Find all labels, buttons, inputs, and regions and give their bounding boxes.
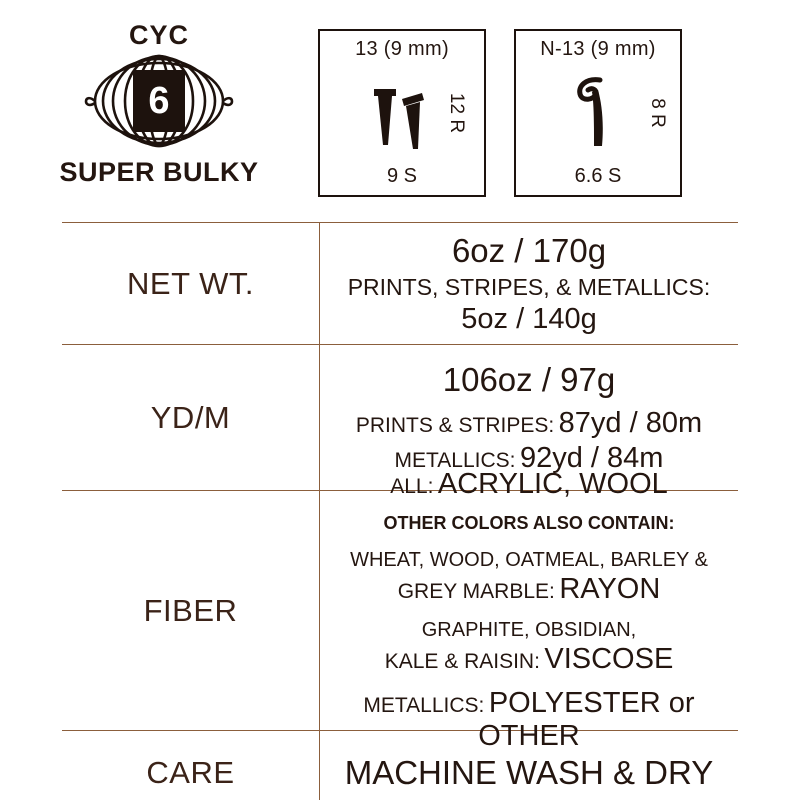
row-value-fiber xyxy=(320,468,738,752)
fiber-group1-colors-cont: GREY MARBLE: xyxy=(397,579,555,603)
needle-rows-label: 12 R xyxy=(445,92,467,134)
row-value-care xyxy=(320,731,738,800)
row-label-fiber: FIBER xyxy=(62,491,320,730)
hook-stitches-label: 6.6 S xyxy=(574,165,622,187)
yd-m-prints-label: PRINTS & STRIPES: xyxy=(355,414,555,438)
spec-table xyxy=(62,222,738,800)
fiber-group2-fiber: VISCOSE xyxy=(544,642,674,675)
table-row-net-wt xyxy=(62,222,738,344)
crochet-hook-gauge-box xyxy=(514,29,682,197)
row-value-net-wt xyxy=(320,223,738,344)
fiber-group1-fiber: RAYON xyxy=(559,572,661,605)
fiber-metallics-label: METALLICS: xyxy=(363,693,485,717)
hook-size-label: N-13 (9 mm) xyxy=(540,38,656,60)
needle-size-label: 13 (9 mm) xyxy=(355,38,449,60)
knitting-needles-icon xyxy=(366,75,438,158)
yd-m-prints-value: 87yd / 80m xyxy=(558,407,703,440)
fiber-group2-colors: GRAPHITE, OBSIDIAN, xyxy=(421,618,637,641)
table-row-care xyxy=(62,730,738,800)
gauge-boxes xyxy=(318,0,682,197)
fiber-other-heading: OTHER COLORS ALSO CONTAIN: xyxy=(383,513,675,534)
cyc-symbol-block xyxy=(0,0,318,188)
cyc-org-label: CYC xyxy=(128,20,189,50)
fiber-group1-colors: WHEAT, WOOD, OATMEAL, BARLEY & xyxy=(350,548,708,571)
yd-m-metallics-value: 92yd / 84m xyxy=(519,442,664,475)
yarn-skein-icon xyxy=(73,53,245,149)
care-value: MACHINE WASH & DRY xyxy=(344,753,714,791)
fiber-group2-colors-cont: KALE & RAISIN: xyxy=(384,649,540,673)
cyc-weight-number: 6 xyxy=(133,70,185,132)
knitting-needle-gauge-box xyxy=(318,29,486,197)
yd-m-metallics-label: METALLICS: xyxy=(394,449,516,473)
row-label-net-wt: NET WT. xyxy=(62,223,320,344)
needle-stitches-label: 9 S xyxy=(386,165,418,187)
crochet-hook-icon xyxy=(570,74,626,159)
row-label-care: CARE xyxy=(62,731,320,800)
fiber-all-value: ACRYLIC, WOOL xyxy=(437,468,668,501)
fiber-all-label: ALL: xyxy=(390,475,434,499)
row-label-yd-m: YD/M xyxy=(62,345,320,490)
cyc-weight-name: SUPER BULKY xyxy=(59,157,259,187)
fiber-metallics-value: POLYESTER or OTHER xyxy=(478,686,695,752)
table-row-fiber xyxy=(62,468,738,752)
net-wt-note-label: PRINTS, STRIPES, & METALLICS: xyxy=(347,273,711,300)
top-section xyxy=(0,0,800,222)
net-wt-primary: 6oz / 170g xyxy=(451,231,607,269)
net-wt-note-value: 5oz / 140g xyxy=(461,302,597,335)
hook-rows-label: 8 R xyxy=(647,98,669,128)
yd-m-primary: 106oz / 97g xyxy=(442,360,616,398)
